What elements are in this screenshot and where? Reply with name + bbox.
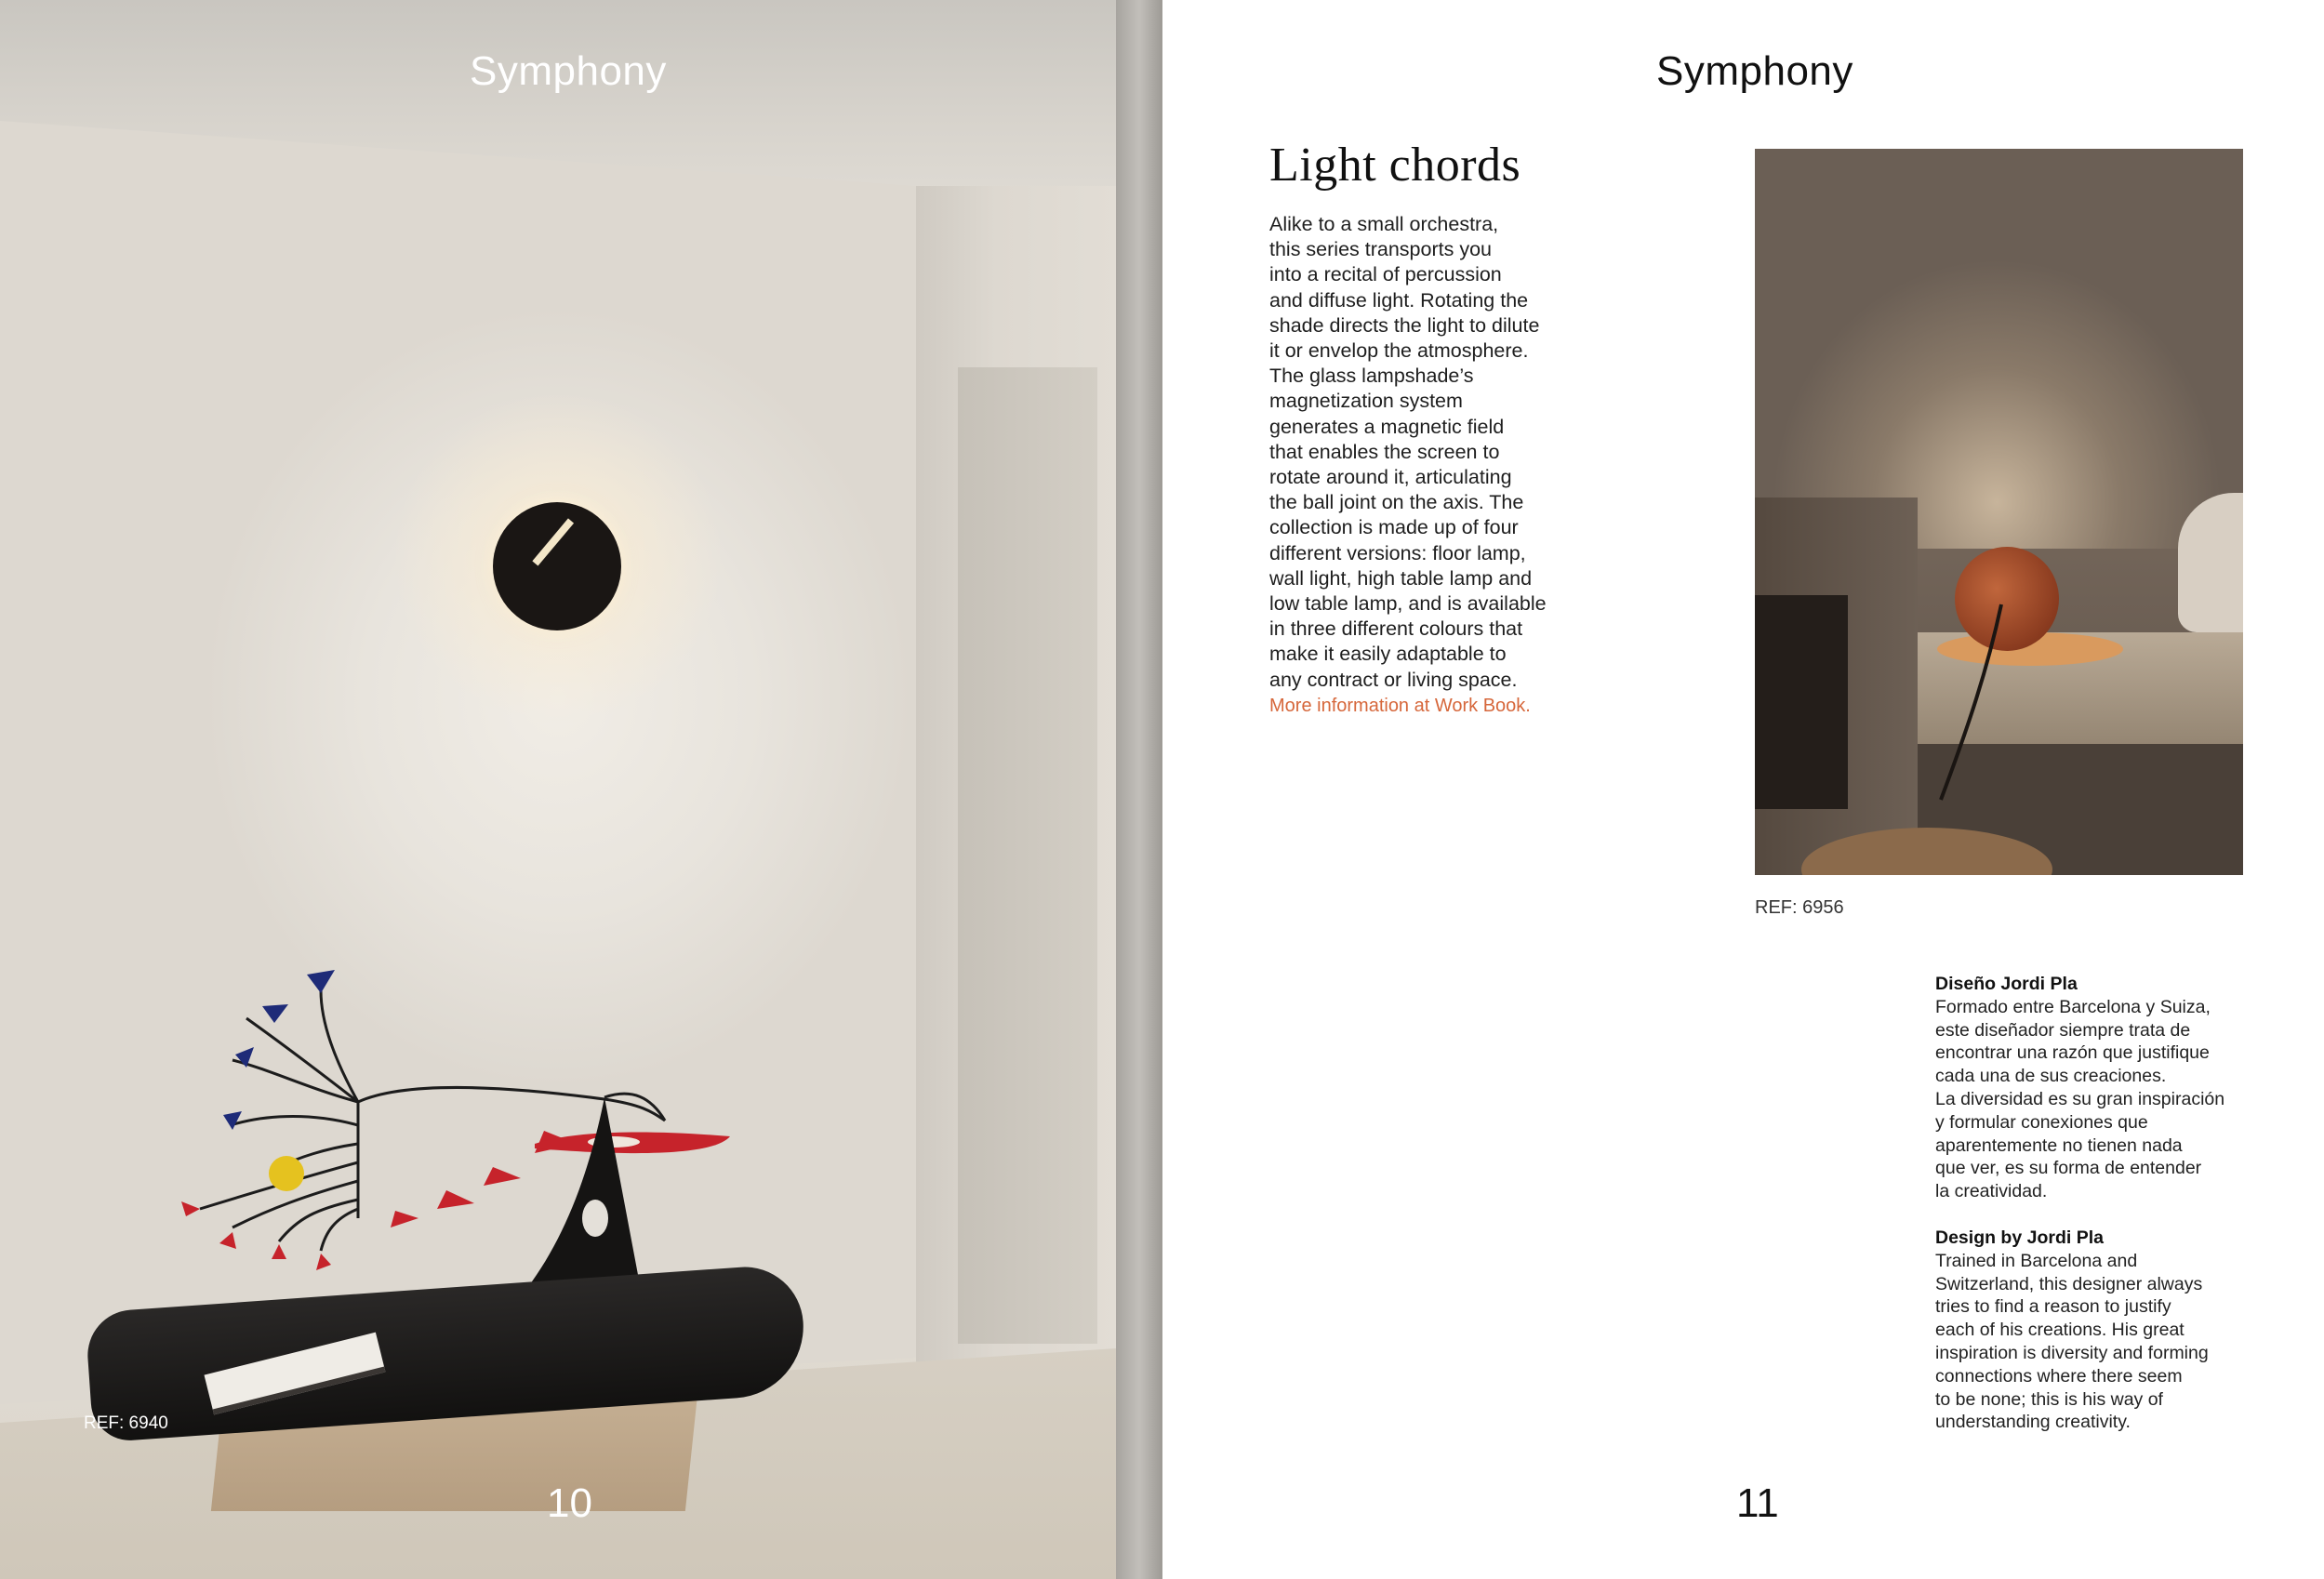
bio-line: Trained in Barcelona and xyxy=(1935,1250,2138,1271)
more-info-link[interactable]: More information at Work Book. xyxy=(1269,695,1531,716)
page-number-right: 11 xyxy=(1736,1480,1779,1526)
bio-line: encontrar una razón que justifique xyxy=(1935,1042,2210,1064)
body-line: into a recital of percussion xyxy=(1269,263,1502,286)
page-number-left: 10 xyxy=(547,1480,592,1526)
body-line: this series transports you xyxy=(1269,238,1492,261)
body-line: magnetization system xyxy=(1269,390,1463,413)
bio-line: each of his creations. His great xyxy=(1935,1320,2185,1341)
body-line: the ball joint on the axis. The xyxy=(1269,491,1524,514)
bio-line: to be none; this is his way of xyxy=(1935,1388,2163,1410)
body-line: shade directs the light to dilute xyxy=(1269,313,1540,337)
section-heading: Light chords xyxy=(1269,139,1521,192)
bio-line: que ver, es su forma de entender xyxy=(1935,1158,2202,1179)
body-line: any contract or living space. xyxy=(1269,668,1518,691)
body-line: make it easily adaptable to xyxy=(1269,643,1507,666)
bio-line: Switzerland, this designer always xyxy=(1935,1273,2203,1294)
reference-left: REF: 6940 xyxy=(84,1413,168,1433)
bio-line: La diversidad es su gran inspiración xyxy=(1935,1088,2225,1109)
concrete-column xyxy=(1116,0,1162,1579)
body-line: in three different colours that xyxy=(1269,617,1523,641)
designer-bio-es xyxy=(1935,973,2251,1203)
bio-line: understanding creativity. xyxy=(1935,1412,2131,1433)
bio-line: inspiration is diversity and forming xyxy=(1935,1342,2209,1363)
bio-line: la creatividad. xyxy=(1935,1181,2048,1202)
bio-line: aparentemente no tienen nada xyxy=(1935,1134,2183,1156)
body-line: collection is made up of four xyxy=(1269,516,1519,539)
bio-line: Formado entre Barcelona y Suiza, xyxy=(1935,996,2211,1017)
designer-bio-en xyxy=(1935,1227,2251,1434)
body-line: and diffuse light. Rotating the xyxy=(1269,288,1529,312)
bio-en-title: Design by Jordi Pla xyxy=(1935,1227,2104,1248)
bio-line: connections where there seem xyxy=(1935,1365,2183,1387)
body-line: rotate around it, articulating xyxy=(1269,466,1512,489)
table-lamp-photo xyxy=(1755,149,2243,875)
body-line: The glass lampshade’s xyxy=(1269,365,1474,388)
running-title-right: Symphony xyxy=(1656,48,1853,94)
body-line: wall light, high table lamp and xyxy=(1269,566,1533,590)
running-title-left: Symphony xyxy=(470,48,667,94)
table-lamp-cable xyxy=(1755,149,2243,875)
bio-line: cada una de sus creaciones. xyxy=(1935,1066,2167,1087)
bio-line: y formular conexiones que xyxy=(1935,1111,2148,1133)
body-line: generates a magnetic field xyxy=(1269,415,1505,438)
body-line: it or envelop the atmosphere. xyxy=(1269,339,1529,363)
body-line: Alike to a small orchestra, xyxy=(1269,213,1499,235)
bio-line: este diseñador siempre trata de xyxy=(1935,1019,2191,1041)
body-line: low table lamp, and is available xyxy=(1269,592,1547,616)
body-line: that enables the screen to xyxy=(1269,440,1500,463)
description-text xyxy=(1269,212,1576,719)
body-line: different versions: floor lamp, xyxy=(1269,541,1526,564)
bio-line: tries to find a reason to justify xyxy=(1935,1296,2171,1318)
bio-es-title: Diseño Jordi Pla xyxy=(1935,974,2078,994)
reference-right: REF: 6956 xyxy=(1755,897,1844,918)
